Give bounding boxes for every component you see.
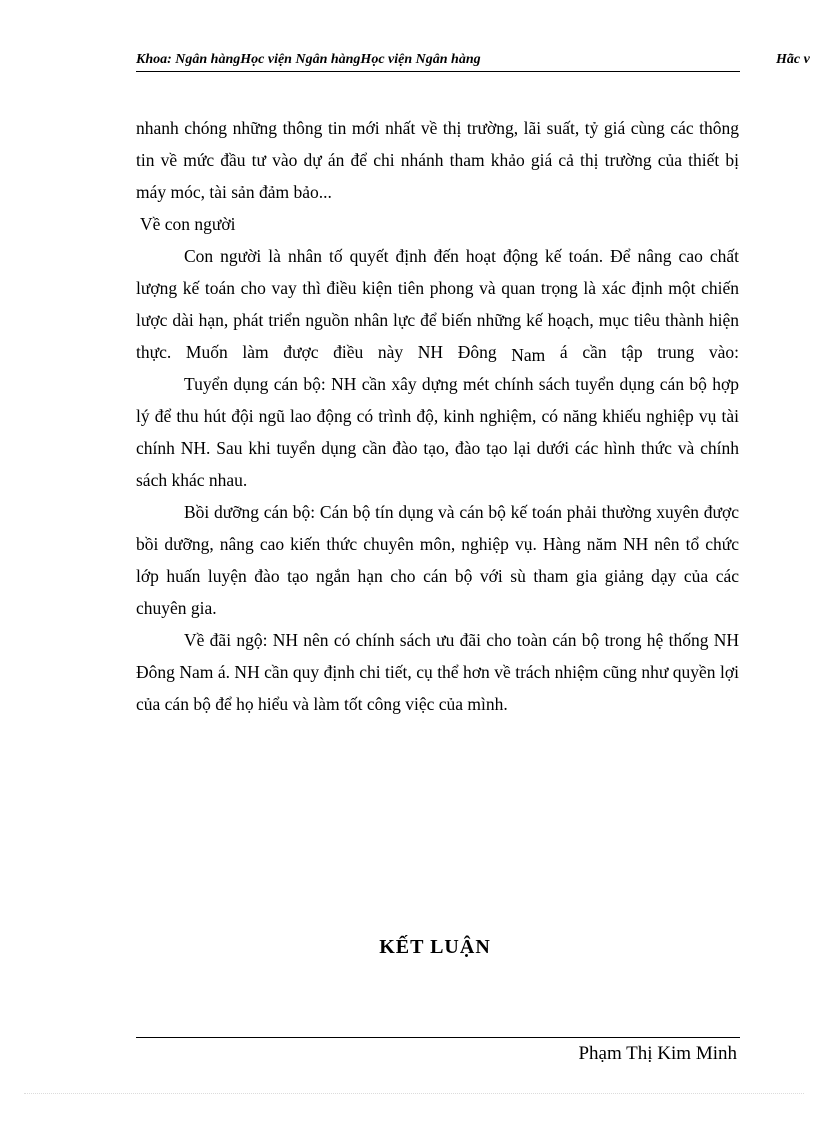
header-faculty: Khoa: Ngân hàngHọc viện Ngân hàngHọc viện Ngân hàng [136,52,481,67]
paragraph-recruitment: Tuyển dụng cán bộ: NH cần xây dựng mét chính sách tuyển dụng cán bộ hợp lý để thu hút đội ngũ lao động có trình độ, kinh nghiệm, có năng khiếu nghiệp vụ tài chính NH. Sau khi tuyển dụng cần đào tạo, đào tạo lại dưới các hình thức và chính sách khác nhau. [136,374,739,490]
body-text [136,112,739,720]
page-edge-divider [24,1093,804,1094]
header-school-truncated: Hãc v [776,52,810,67]
paragraph-continuation: nhanh chóng những thông tin mới nhất về thị trường, lãi suất, tỷ giá cùng các thông tin về mức đầu tư vào dự án để chi nhánh tham khảo giá cả thị trường của thiết bị máy móc, tài sản đảm bảo... [136,118,739,202]
section-heading-people: Về con người [140,214,236,234]
header-rule [136,71,740,72]
paragraph-people-subscript: Nam [511,345,546,365]
paragraph-training: Bồi dưỡng cán bộ: Cán bộ tín dụng và cán bộ kế toán phải thường xuyên được bồi dưỡng, nâng cao kiến thức chuyên môn, nghiệp vụ. Hàng năm NH nên tổ chức lớp huấn luyện đào tạo ngắn hạn cho cán bộ với sù tham gia giảng dạy của các chuyên gia. [136,502,739,618]
paragraph-people-text: Con người là nhân tố quyết định đến hoạt động kế toán. Để nâng cao chất lượng kế toán cho vay thì điều kiện tiên phong và quan trọng là xác định một chiến lược dài hạn, phát triển nguồn nhân lực để biến những kế hoạch, mục tiêu thành hiện thực. Muốn làm được điều này NH Đông [136,246,739,362]
paragraph-benefits: Về đãi ngộ: NH nên có chính sách ưu đãi cho toàn cán bộ trong hệ thống NH Đông Nam á. NH cần quy định chi tiết, cụ thể hơn về trách nhiệm cũng như quyền lợi của cán bộ để họ hiểu và làm tốt công việc của mình. [136,630,739,714]
footer-author: Phạm Thị Kim Minh [578,1043,737,1064]
footer-rule [136,1037,740,1038]
conclusion-heading: KẾT LUẬN [379,936,491,958]
paragraph-people [136,240,739,368]
paragraph-people-text-end: á cần tập trung vào: [545,342,739,362]
